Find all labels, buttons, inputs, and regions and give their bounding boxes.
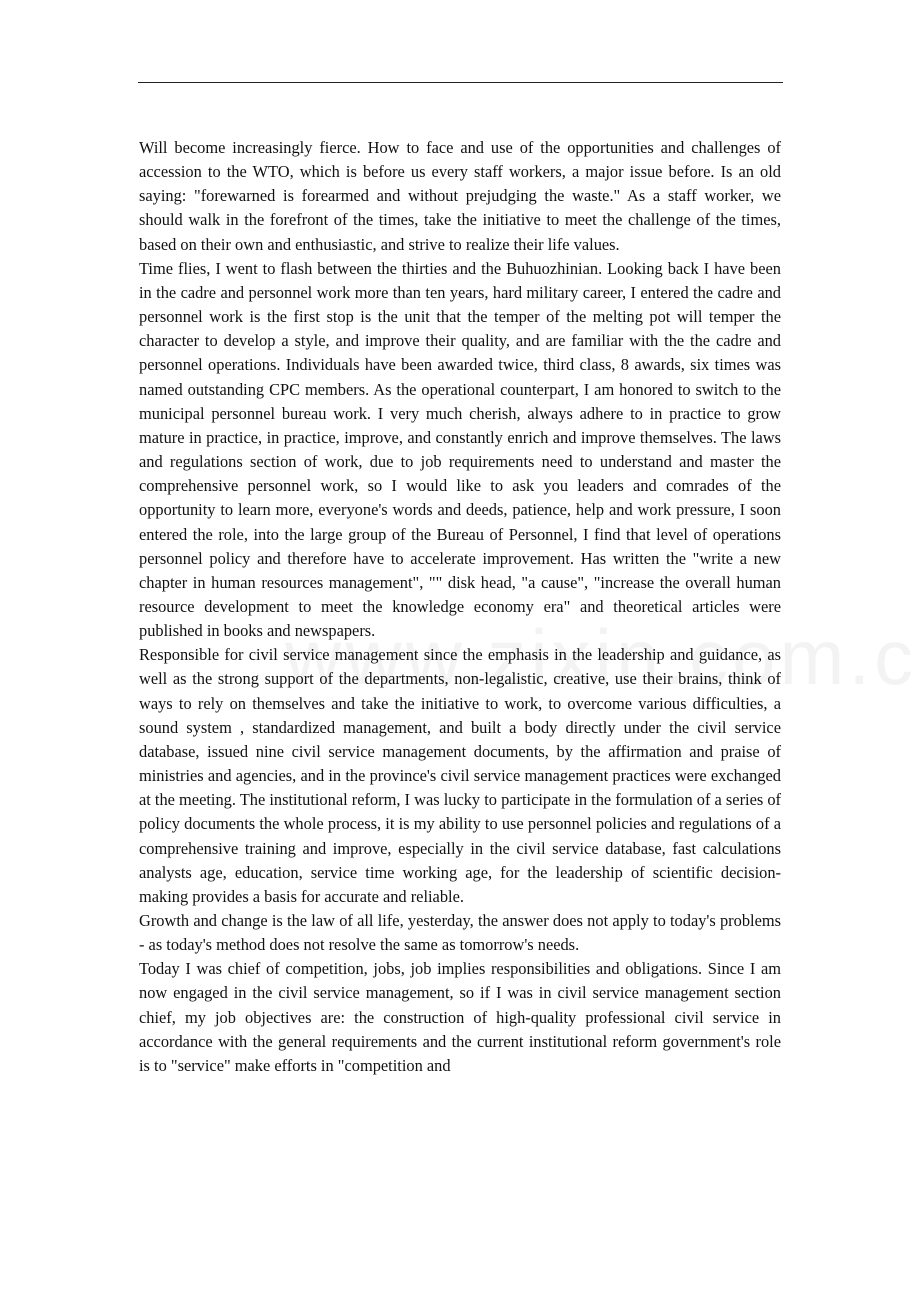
paragraph-job-objectives: Today I was chief of competition, jobs, job implies responsibilities and obligations. Since I am now engaged in the civil service management, so if I was in civil service management section chief, my job objectives are: the construction of high-quality professional civil service in accordance with the general requirements and the current institutional reform government's role is to "service" make efforts in "competition and xyxy=(139,959,781,1075)
paragraph-growth-and-change: Growth and change is the law of all life, yesterday, the answer does not apply to today's problems - as today's method does not resolve the same as tomorrow's needs. xyxy=(139,911,781,955)
paragraph-civil-service-management: Responsible for civil service management since the emphasis in the leadership and guidance, as well as the strong support of the departments, non-legalistic, creative, use their brains, think of ways to rely on themselves and take the initiative to work, to overcome various difficulties, a sound system , standardized management, and built a body directly under the civil service database, issued nine civil service management documents, by the affirmation and praise of ministries and agencies, and in the province's civil service management practices were exchanged at the meeting. The institutional reform, I was lucky to participate in the formulation of a series of policy documents the whole process, it is my ability to use personnel policies and regulations of a comprehensive training and improve, especially in the civil service database, fast calculations analysts age, education, service time working age, for the leadership of scientific decision-making provides a basis for accurate and reliable. xyxy=(139,645,781,906)
header-rule xyxy=(138,82,783,83)
paragraph-career-history: Time flies, I went to flash between the thirties and the Buhuozhinian. Looking back I have been in the cadre and personnel work more than ten years, hard military career, I entered the cadre and personnel work is the first stop is the unit that the temper of the melting pot will temper the character to develop a style, and improve their quality, and are familiar with the the cadre and personnel operations. Individuals have been awarded twice, third class, 8 awards, six times was named outstanding CPC members. As the operational counterpart, I am honored to switch to the municipal personnel bureau work. I very much cherish, always adhere to in practice to grow mature in practice, in practice, improve, and constantly enrich and improve themselves. The laws and regulations section of work, due to job requirements need to understand and master the comprehensive personnel work, so I would like to ask you leaders and comrades of the opportunity to learn more, everyone's words and deeds, patience, help and work pressure, I soon entered the role, into the large group of the Bureau of Personnel, I find that level of operations personnel policy and therefore have to accelerate improvement. Has written the "write a new chapter in human resources management", "" disk head, "a cause", "increase the overall human resource development to meet the knowledge economy era" and theoretical articles were published in books and newspapers. xyxy=(139,258,781,641)
paragraph-wto-challenges: Will become increasingly fierce. How to face and use of the opportunities and challenges of accession to the WTO, which is before us every staff workers, a major issue before. Is an old saying: "forewarned is forearmed and without prejudging the waste." As a staff worker, we should walk in the forefront of the times, take the initiative to meet the challenge of the times, based on their own and enthusiastic, and strive to realize their life values. xyxy=(139,138,781,254)
document-body xyxy=(139,136,781,1078)
